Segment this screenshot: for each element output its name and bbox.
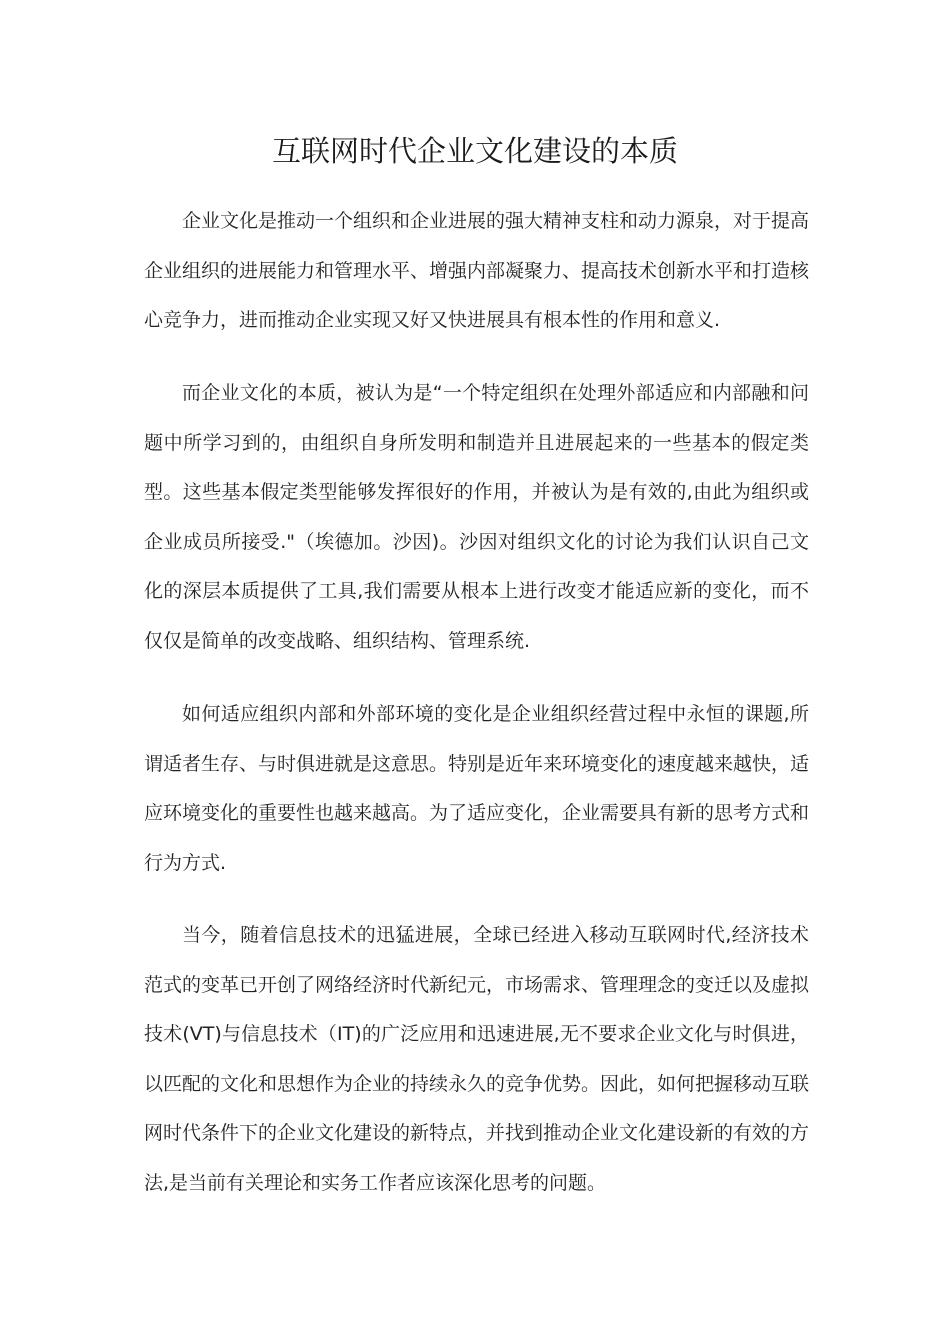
body-paragraph: 而企业文化的本质，被认为是“一个特定组织在处理外部适应和内部融和问题中所学习到的，由组织自身所发明和制造并且进展起来的一些基本的假定类型。这些基本假定类型能够发挥很好的作用，并被认为是有效的,由此为组织或企业成员所接受."（埃德加。沙因)。沙因对组织文化的讨论为我们认识自己文化的深层本质提供了工具,我们需要从根本上进行改变才能适应新的变化，而不仅仅是简单的改变战略、组织结构、管理系统. [144,382,809,652]
body-paragraph: 企业文化是推动一个组织和企业进展的强大精神支柱和动力源泉，对于提高企业组织的进展能力和管理水平、增强内部凝聚力、提高技术创新水平和打造核心竞争力，进而推动企业实现又好又快进展具有根本性的作用和意义. [144,210,810,332]
document-title: 互联网时代企业文化建设的本质 [271,134,678,168]
body-paragraph: 如何适应组织内部和外部环境的变化是企业组织经营过程中永恒的课题,所谓适者生存、与时俱进就是这意思。特别是近年来环境变化的速度越来越快，适应环境变化的重要性也越来越高。为了适应变化，企业需要具有新的思考方式和行为方式. [144,703,810,874]
body-paragraph: 当今，随着信息技术的迅猛进展，全球已经进入移动互联网时代,经济技术范式的变革已开创了网络经济时代新纪元，市场需求、管理理念的变迁以及虚拟技术(VT)与信息技术（IT)的广泛应用和迅速进展,无不要求企业文化与时俱进，以匹配的文化和思想作为企业的持续永久的竞争优势。因此，如何把握移动互联网时代条件下的企业文化建设的新特点，并找到推动企业文化建设新的有效的方法,是当前有关理论和实务工作者应该深化思考的问题。 [144,924,810,1194]
